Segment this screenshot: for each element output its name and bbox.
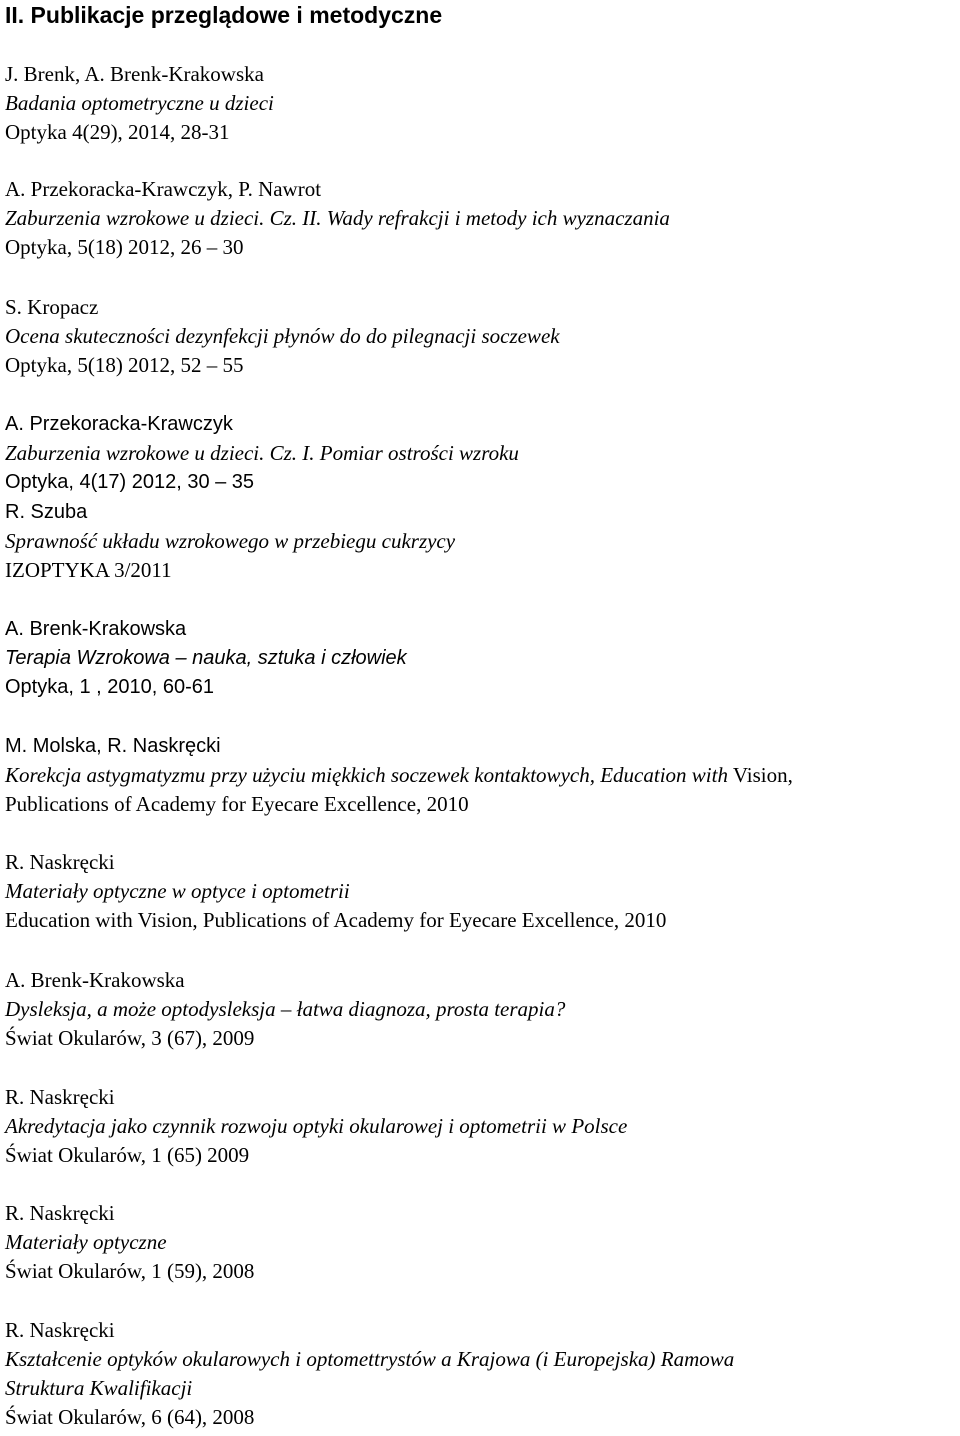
- publication-entry: [5, 615, 960, 702]
- publication-entry: [5, 848, 960, 935]
- publication-entry: [5, 175, 960, 262]
- entry-title: Kształcenie optyków okularowych i optomettrystów a Krajowa (i Europejska) Ramowa: [5, 1347, 735, 1371]
- entry-authors: R. Szuba: [5, 501, 88, 523]
- entry-title: Dysleksja, a może optodysleksja – łatwa diagnoza, prosta terapia?: [5, 997, 566, 1021]
- publication-entry: [5, 498, 960, 585]
- entry-authors: A. Brenk-Krakowska: [5, 968, 185, 992]
- publication-entry: [5, 410, 960, 497]
- entry-authors: S. Kropacz: [5, 295, 99, 319]
- entry-title: Terapia Wzrokowa – nauka, sztuka i człowiek: [5, 647, 407, 669]
- entry-title: Materiały optyczne: [5, 1230, 167, 1254]
- entry-source: Publications of Academy for Eyecare Excellence, 2010: [5, 792, 469, 816]
- entry-source: Świat Okularów, 3 (67), 2009: [5, 1026, 255, 1050]
- entry-title-continuation: Struktura Kwalifikacji: [5, 1376, 193, 1400]
- entry-source: Optyka, 4(17) 2012, 30 – 35: [5, 471, 255, 493]
- publication-entry: [5, 1083, 960, 1170]
- entry-authors: J. Brenk, A. Brenk-Krakowska: [5, 62, 264, 86]
- entry-title: Akredytacja jako czynnik rozwoju optyki okularowej i optometrii w Polsce: [5, 1114, 628, 1138]
- entry-title: Ocena skuteczności dezynfekcji płynów do do pilegnacji soczewek: [5, 324, 560, 348]
- entry-source: Świat Okularów, 1 (59), 2008: [5, 1259, 255, 1283]
- publication-entry: [5, 732, 960, 819]
- entry-title: Korekcja astygmatyzmu przy użyciu miękkich soczewek kontaktowych, Education with: [5, 763, 728, 787]
- entry-title-tail: Vision,: [727, 763, 793, 787]
- entry-source: Świat Okularów, 6 (64), 2008: [5, 1405, 255, 1429]
- entry-authors: R. Naskręcki: [5, 1318, 115, 1342]
- entry-source: IZOPTYKA 3/2011: [5, 558, 172, 582]
- entry-source: Optyka, 1 , 2010, 60-61: [5, 676, 215, 698]
- entry-source: Education with Vision, Publications of Academy for Eyecare Excellence, 2010: [5, 908, 667, 932]
- entry-title: Sprawność układu wzrokowego w przebiegu cukrzycy: [5, 529, 456, 553]
- entry-source: Świat Okularów, 1 (65) 2009: [5, 1143, 250, 1167]
- publication-entry: [5, 60, 960, 147]
- entry-source: Optyka, 5(18) 2012, 26 – 30: [5, 235, 244, 259]
- section-heading: II. Publikacje przeglądowe i metodyczne: [5, 2, 443, 28]
- publication-entry: [5, 966, 960, 1053]
- publication-entry: [5, 293, 960, 380]
- entry-authors: A. Przekoracka-Krawczyk: [5, 413, 233, 435]
- entry-authors: A. Przekoracka-Krawczyk, P. Nawrot: [5, 177, 322, 201]
- entry-source: Optyka 4(29), 2014, 28-31: [5, 120, 230, 144]
- entry-title: Materiały optyczne w optyce i optometrii: [5, 879, 350, 903]
- entry-authors: R. Naskręcki: [5, 1201, 115, 1225]
- entry-authors: M. Molska, R. Naskręcki: [5, 735, 221, 757]
- entry-authors: A. Brenk-Krakowska: [5, 618, 187, 640]
- entry-title: Zaburzenia wzrokowe u dzieci. Cz. II. Wady refrakcji i metody ich wyznaczania: [5, 206, 670, 230]
- entry-title-line: [5, 761, 960, 790]
- entry-title: Zaburzenia wzrokowe u dzieci. Cz. I. Pomiar ostrości wzroku: [5, 441, 519, 465]
- entry-authors: R. Naskręcki: [5, 850, 115, 874]
- publication-entry: [5, 1316, 960, 1432]
- entry-title: Badania optometryczne u dzieci: [5, 91, 274, 115]
- entry-source: Optyka, 5(18) 2012, 52 – 55: [5, 353, 244, 377]
- publication-entry: [5, 1199, 960, 1286]
- entry-authors: R. Naskręcki: [5, 1085, 115, 1109]
